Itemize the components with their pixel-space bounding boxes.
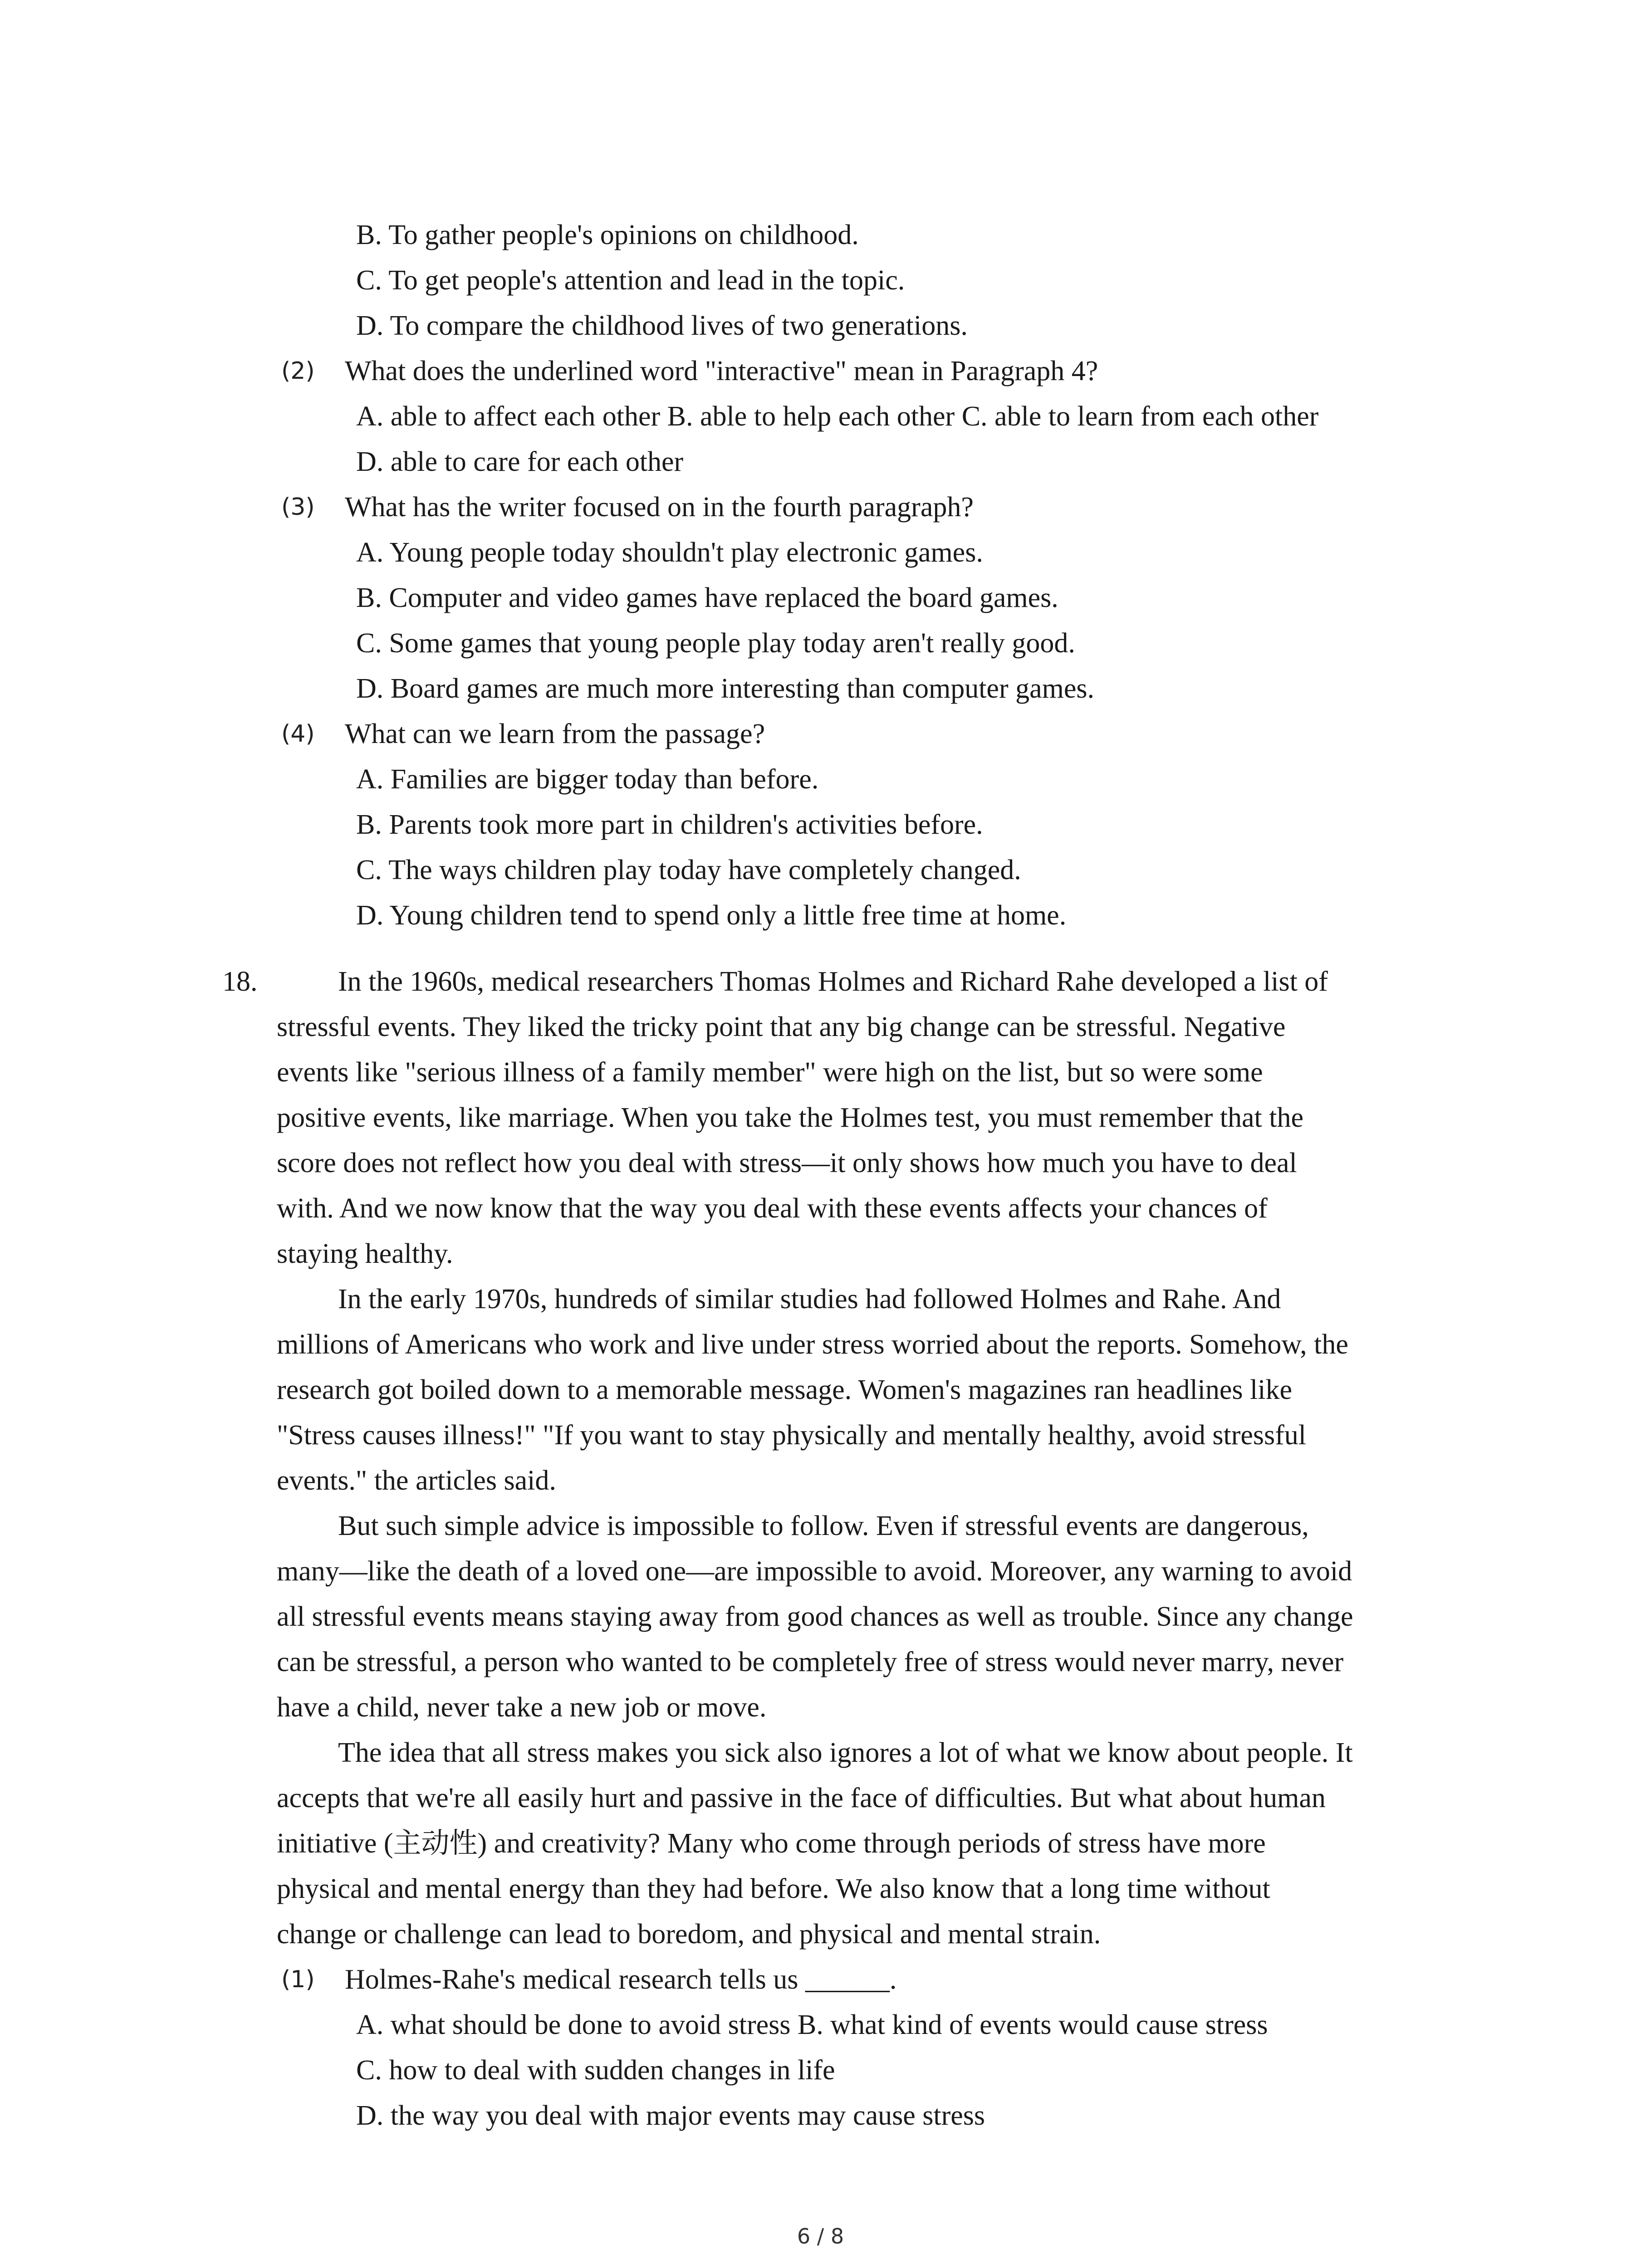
passage-line: change or challenge can lead to boredom, and physical and mental strain.	[277, 1919, 1101, 1950]
passage-line: physical and mental energy than they had before. We also know that a long time without	[277, 1873, 1270, 1904]
q17-4-option-d: D. Young children tend to spend only a little free time at home.	[356, 900, 1067, 931]
q17-2-number: (2)	[281, 357, 315, 385]
passage-line: can be stressful, a person who wanted to be completely free of stress would never marry, never	[277, 1647, 1344, 1677]
q17-3-option-c: C. Some games that young people play today aren't really good.	[356, 628, 1075, 659]
passage-line: "Stress causes illness!" "If you want to stay physically and mentally healthy, avoid stressful	[277, 1420, 1307, 1451]
passage-line: positive events, like marriage. When you take the Holmes test, you must remember that the	[277, 1102, 1303, 1133]
passage-line: stressful events. They liked the tricky point that any big change can be stressful. Negative	[277, 1012, 1286, 1042]
q17-3-option-d: D. Board games are much more interesting than computer games.	[356, 673, 1094, 704]
q17-4-number: (4)	[281, 720, 315, 748]
passage-line: have a child, never take a new job or move.	[277, 1692, 767, 1723]
passage-line: millions of Americans who work and live under stress worried about the reports. Somehow, the	[277, 1329, 1348, 1360]
passage-line: score does not reflect how you deal with stress—it only shows how much you have to deal	[277, 1148, 1297, 1178]
q17-1-option-d: D. To compare the childhood lives of two generations.	[356, 310, 968, 341]
passage-line: initiative (主动性) and creativity? Many who come through periods of stress have more	[277, 1828, 1266, 1859]
q17-1-option-b: B. To gather people's opinions on childhood.	[356, 220, 859, 250]
q17-4-option-c: C. The ways children play today have completely changed.	[356, 855, 1021, 885]
passage-line: events." the articles said.	[277, 1465, 556, 1496]
page-number: 6 / 8	[797, 2224, 844, 2248]
q17-2-option-d: D. able to care for each other	[356, 446, 684, 477]
passage-line: all stressful events means staying away from good chances as well as trouble. Since any change	[277, 1601, 1353, 1632]
q18-1-number: (1)	[281, 1966, 315, 1993]
q18-1-stem: Holmes-Rahe's medical research tells us ______.	[345, 1964, 897, 1995]
q17-3-option-b: B. Computer and video games have replaced the board games.	[356, 582, 1058, 613]
passage-line: many—like the death of a loved one—are impossible to avoid. Moreover, any warning to avoid	[277, 1556, 1352, 1587]
q17-3-option-a: A. Young people today shouldn't play electronic games.	[356, 537, 983, 568]
passage-line: But such simple advice is impossible to follow. Even if stressful events are dangerous,	[338, 1510, 1309, 1541]
q17-3-number: (3)	[281, 494, 315, 521]
passage-line: staying healthy.	[277, 1238, 453, 1269]
q17-4-option-b: B. Parents took more part in children's activities before.	[356, 809, 983, 840]
question-number-18: 18.	[222, 966, 258, 997]
passage-line: events like "serious illness of a family member" were high on the list, but so were some	[277, 1057, 1263, 1088]
q17-3-stem: What has the writer focused on in the fourth paragraph?	[345, 492, 974, 523]
q18-1-option-d: D. the way you deal with major events may cause stress	[356, 2100, 985, 2131]
q17-2-options-abc: A. able to affect each other B. able to help each other C. able to learn from each other	[356, 401, 1319, 432]
passage-line: accepts that we're all easily hurt and passive in the face of difficulties. But what about human	[277, 1783, 1326, 1813]
passage-line: In the early 1970s, hundreds of similar studies had followed Holmes and Rahe. And	[338, 1284, 1281, 1315]
passage-line: In the 1960s, medical researchers Thomas Holmes and Richard Rahe developed a list of	[338, 966, 1328, 997]
q17-1-option-c: C. To get people's attention and lead in the topic.	[356, 265, 905, 296]
q17-4-stem: What can we learn from the passage?	[345, 719, 765, 749]
q17-2-stem: What does the underlined word "interactive" mean in Paragraph 4?	[345, 356, 1098, 386]
passage-line: research got boiled down to a memorable message. Women's magazines ran headlines like	[277, 1374, 1293, 1405]
q17-4-option-a: A. Families are bigger today than before.	[356, 764, 819, 795]
passage-line: The idea that all stress makes you sick also ignores a lot of what we know about people. It	[338, 1737, 1353, 1768]
q18-1-option-c: C. how to deal with sudden changes in life	[356, 2055, 835, 2086]
q18-1-options-ab: A. what should be done to avoid stress B. what kind of events would cause stress	[356, 2009, 1268, 2040]
passage-line: with. And we now know that the way you deal with these events affects your chances of	[277, 1193, 1268, 1224]
